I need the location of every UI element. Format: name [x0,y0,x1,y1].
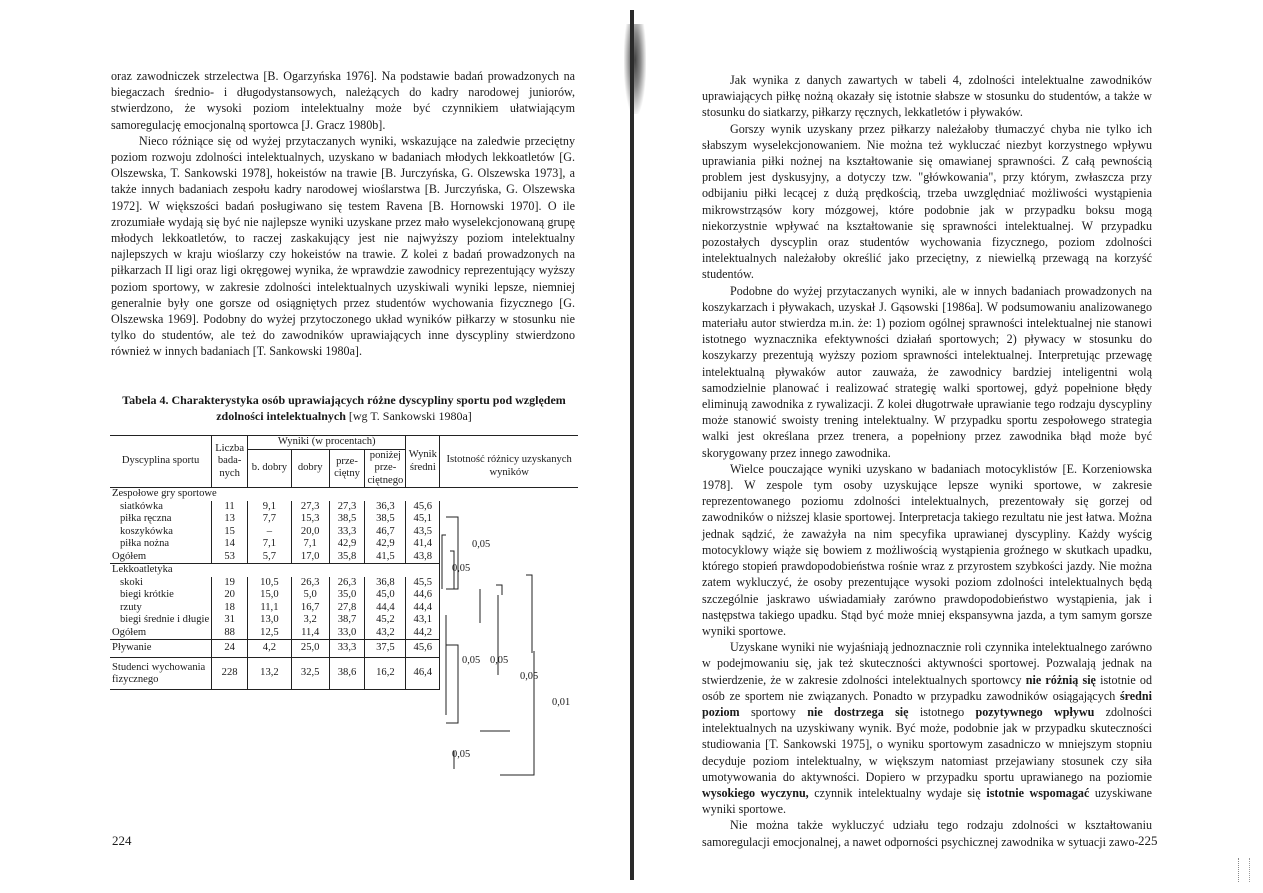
table-caption-title: Tabela 4. Charakterystyka osób uprawiających różne dyscypliny sportu pod względem zdolności intelektualnych [122,393,566,423]
header-count: Liczba bada-nych [212,436,248,488]
table-row-swimming: Pływanie 24 4,2 25,0 33,3 37,5 45,6 [110,640,578,658]
left-page [0,0,620,893]
significance-brackets [440,505,600,805]
right-paragraph-5: Uzyskane wyniki nie wyjaśniają jednoznacznie roli czynnika intelektualnego zarówno w podejmowaniu się, jak też skuteczności aktywności sportowej. Pozwalają jednak na stwierdzenie, że w zakresie zdolności intelektualnych sportowcy nie różnią się istotnie od osób ze sportem nie związanych. Ponadto w przypadku zawodników osiągających średni poziom sportowy nie dostrzega się istotnego pozytywnego wpływu zdolności intelektualnych na uzyskiwany wynik. Być może, podobnie jak w przypadku skuteczności studiowania [T. Sankowski 1975], o wyniku sportowym zasadniczo w mniejszym stopniu decyduje poziom intelektualny, w większym natomiast przejawiany stosunek czy siła umotywowania do aktywności. Dopiero w przypadku sportu uprawianego na poziomie wysokiego wyczynu, czynnik intelektualny wydaje się istotnie wspomagać uzyskiwane wyniki sportowe. [702,640,1152,817]
book-spine [624,10,638,880]
right-paragraph-1: Jak wynika z danych zawartych w tabeli 4, zdolności intelektualne zawodników uprawiających piłkę nożną okazały się istotnie słabsze w stosunku do studentów, a także w stosunku do siatkarzy, piłkarzy ręcznych, lekkatletów i pływaków. [702,73,1152,120]
table-row: piłka ręczna 13 7,7 15,3 38,5 38,5 45,1 [110,513,578,526]
sig-label-7: 0,01 [552,697,571,708]
table-row: koszykówka 15 – 20,0 33,3 46,7 43,5 [110,526,578,539]
header-discipline: Dyscyplina sportu [110,436,212,488]
table-row: skoki 19 10,5 26,3 26,3 36,8 45,5 [110,577,578,590]
header-results-group: Wyniki (w procentach) [248,436,406,450]
table-row: biegi krótkie 20 15,0 5,0 35,0 45,0 44,6 [110,589,578,602]
table-caption-source: [wg T. Sankowski 1980a] [345,409,472,423]
sig-label-6: 0,05 [452,749,471,760]
group-title-athletics: Lekkoatletyka [112,564,173,575]
sig-label-3: 0,05 [462,655,481,666]
sig-label-5: 0,05 [520,671,539,682]
page-number-left: 224 [112,833,132,848]
header-average: prze-ciętny [329,449,365,488]
left-text-column [111,68,575,360]
table-row-total: Ogółem 88 12,5 11,4 33,0 43,2 44,2 [110,627,578,640]
left-paragraph-2: Nieco różniące się od wyżej przytaczanych wyniki, wskazujące na zaledwie przeciętny poziom rozwoju zdolności intelektualnych, uzyskano w badaniach młodych lekkoatletów [G. Olszewska, T. Sankowski 1978], hokeistów na trawie [B. Jurczyńska, G. Olszewska 1973], a także innych badaniach zespołu kadry narodowej wioślarstwa [B. Jurczyńska, G. Olszewska 1972]. W większości badań posługiwano się testem Ravena [B. Hornowski 1970]. O ile zrozumiałe wydają się być nie najlepsze wyniki uzyskane przez mało wyselekcjonowaną grupę młodych lekkoatletów, to raczej zaskakujący jest nie najwyższy poziom intelektualny najlepszych w kraju wioślarzy czy hokeistów na trawie. Z kolei z badań prowadzonych na piłkarzach II ligi oraz ligi okręgowej wynika, że wprawdzie zawodnicy reprezentujący wyższy poziom sportowy, w zakresie zdolności intelektualnych uzyskiwali wyniki lepsze, niemniej generalnie były one gorsze od osiągniętych przez studentów wychowania fizycznego [G. Olszewska 1969]. Podobny do wyżej przytoczonego układ wyników piłkarzy w stosunku nie tylko do studentów, ale też do zawodników uprawiających inne dyscypliny stwierdzono również w innych badaniach [T. Sankowski 1980a]. [111,133,575,359]
page-corner-mark [1238,858,1250,882]
right-paragraph-2: Gorszy wynik uzyskany przez piłkarzy należałoby tłumaczyć chyba nie tylko ich słabszym wyselekcjonowaniem. Nie można też wykluczać niezbyt korzystnego wpływu uprawiania piłki nożnej na kształtowanie się omawianej sprawności. Z całą pewnością problem jest dyskusyjny, a dotyczy tzw. "główkowania", przy którym, zwłaszcza przy odbijaniu piłki lecącej z dużą prędkością, trzeba uwzględniać możliwości wystąpienia mikrowstrząsów kory mózgowej, które podobnie jak w przypadku boksu mogą niekorzystnie wpływać na kształtowanie się sprawności intelektualnej. W przypadku pozostałych dyscyplin oraz studentów wychowania fizycznego, poziom zdolności intelektualnych należałoby określić jako przeciętny, z niewielką przewagą na korzyść studentów. [702,121,1152,282]
header-mean: Wynik średni [406,436,440,488]
table-row-total: Ogółem 53 5,7 17,0 35,8 41,5 43,8 [110,551,578,564]
sig-label-4: 0,05 [490,655,509,666]
table-row: rzuty 18 11,1 16,7 27,8 44,4 44,4 [110,602,578,615]
table-row: biegi średnie i długie 31 13,0 3,2 38,7 45,2 43,1 [110,614,578,627]
right-paragraph-6: Nie można także wykluczyć udziału tego rodzaju zdolności w kształtowaniu samoregulacji emocjonalnej, a nawet odporności psychicznej zawodnika w sytuacji zawo- [702,818,1152,849]
table-caption [112,392,576,424]
header-very-good: b. dobry [248,449,292,488]
right-text-column [702,72,1152,850]
table-row: piłka nożna 14 7,1 7,1 42,9 42,9 41,4 [110,538,578,551]
left-paragraph-1: oraz zawodniczek strzelectwa [B. Ogarzyńska 1976]. Na podstawie badań prowadzonych na biegaczach średnio- i długodystansowych, należących do kadry narodowej juniorów, stwierdzono, że wysoki poziom intelektualny może być czynnikiem ułatwiającym samoregulację emocjonalną sportowca [J. Gracz 1980b]. [111,69,575,132]
header-below: poniżej prze-ciętnego [365,449,406,488]
sig-label-2: 0,05 [452,563,471,574]
right-paragraph-4: Wielce pouczające wyniki uzyskano w badaniach motocyklistów [E. Korzeniowska 1978]. W zespole tym osoby uzyskujące lepsze wyniki sportowe, w zakresie reprezentowanego poziomu zdolności intelektualnych, prezentowały się gorzej od zawodników o niższej klasie sportowej. Interpretacja takiego rezultatu nie jest łatwa. Można jednak sądzić, że zaważyła na nim specyfika uprawianej dyscypliny. Każdy wyścig motocyklowy wiąże się bowiem z możliwością wystąpienia groźnego w skutkach upadku, którego stopień prawdopodobieństwa rośnie wraz z przyrostem szybkości jazdy. Nie można zatem wykluczyć, że osoby prezentujące wysoki poziom zdolności intelektualnych będą szczególnie jaskrawo uświadamiały zarówno prawdopodobieństwo wystąpienia, jak i następstwa takiego upadku. Stąd być może mniej ekspansywna jazda, a tym samym gorsze wyniki sportowe. [702,461,1152,638]
spine-line [630,10,634,880]
sig-label-1: 0,05 [472,539,491,550]
page-number-right: 225 [1138,833,1158,848]
table-row: siatkówka 11 9,1 27,3 27,3 36,3 45,6 [110,501,578,514]
right-paragraph-3: Podobne do wyżej przytaczanych wyniki, ale w innych badaniach prowadzonych na koszykarzach i pływakach, uzyskał J. Gąsowski [1986a]. W podsumowaniu analizowanego materiału autor stwierdza m.in. że: 1) poziom ogólnej sprawności intelektualnej nie stanowi istotnego wyznacznika efektywności działań sportowych; 2) pływacy w stosunku do koszykarzy prezentują wyższy poziom sprawności intelektualnej. Interpretując przewagę intelektualną pływaków autor zauważa, że zawodnicy bardziej inteligentni wolą samodzielnie planować i realizować strategię walki sportowej, gdyż popełnione błędy eliminują zawodnika z rywalizacji. Z kolei długotrwałe uprawianie tego rodzaju dyscypliny może stanowić swoisty trening intelektualny. W przypadku sportu zespołowego strategia walki jest określana przez trenera, a popełniony przez zawodnika błąd może być skorygowany przez innego zawodnika. [702,283,1152,460]
table-row-students: Studenci wychowania fizycznego 228 13,2 32,5 38,6 16,2 46,4 [110,657,578,689]
header-good: dobry [291,449,329,488]
header-significance: Istotność różnicy uzyskanych wyników [440,436,578,488]
group-title-team-games: Zespołowe gry sportowe [112,488,217,499]
